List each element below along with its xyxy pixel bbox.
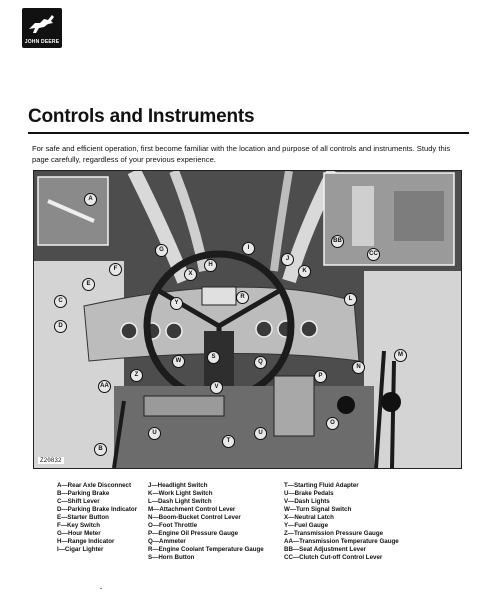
callout-d: D [54, 320, 67, 333]
legend-item: V—Dash Lights [284, 498, 330, 505]
legend-item: H—Range Indicator [57, 538, 115, 545]
callout-n: N [352, 361, 365, 374]
callout-f: F [109, 263, 122, 276]
callout-r: R [236, 291, 249, 304]
legend-item: N—Boom-Bucket Control Lever [148, 514, 241, 521]
callout-m: M [394, 349, 407, 362]
legend-item: R—Engine Coolant Temperature Gauge [148, 546, 264, 553]
page-mark [100, 588, 102, 589]
legend-column-1 [57, 482, 137, 554]
callout-g: G [155, 244, 168, 257]
legend-item: A—Rear Axle Disconnect [57, 482, 132, 489]
callout-w: W [172, 355, 185, 368]
callout-i: I [242, 242, 255, 255]
callout-k: K [298, 265, 311, 278]
callout-p: P [314, 370, 327, 383]
legend-item: I—Cigar Lighter [57, 546, 104, 553]
callout-v: V [210, 381, 223, 394]
logo-brand-text: JOHN DEERE [24, 39, 60, 45]
intro-paragraph: For safe and efficient operation, first become familiar with the location and purpose of all controls and instruments. Study this page carefully, regardless of your previous experience. [32, 144, 451, 164]
callout-o: O [326, 417, 339, 430]
legend-item: BB—Seat Adjustment Lever [284, 546, 366, 553]
photo-illustration [34, 171, 461, 468]
page-title: Controls and Instruments [28, 106, 255, 127]
legend-item: C—Shift Lever [57, 498, 100, 505]
legend-item: D—Parking Brake Indicator [57, 506, 138, 513]
legend-item: B—Parking Brake [57, 490, 110, 497]
callout-q: Q [254, 356, 267, 369]
legend-item: P—Engine Oil Pressure Gauge [148, 530, 239, 537]
legend-item: T—Starting Fluid Adapter [284, 482, 359, 489]
john-deere-logo [22, 8, 62, 48]
legend-item: Z—Transmission Pressure Gauge [284, 530, 384, 537]
legend-item: AA—Transmission Temperature Gauge [284, 538, 399, 545]
leaping-deer-icon [26, 11, 58, 37]
legend-item: F—Key Switch [57, 522, 100, 529]
photo-code: Z20832 [40, 457, 62, 464]
legend-item: M—Attachment Control Lever [148, 506, 236, 513]
callout-y: Y [170, 297, 183, 310]
controls-photo [33, 170, 462, 469]
title-rule [28, 132, 469, 134]
callout-cc: CC [367, 248, 380, 261]
legend-item: X—Neutral Latch [284, 514, 334, 521]
legend-item: Y—Fuel Gauge [284, 522, 329, 529]
callout-aa: AA [98, 380, 111, 393]
callout-bb: BB [331, 235, 344, 248]
callout-u-2: U [254, 427, 267, 440]
callout-t: T [222, 435, 235, 448]
legend-item: W—Turn Signal Switch [284, 506, 352, 513]
callout-b: B [94, 443, 107, 456]
legend-item: L—Dash Light Switch [148, 498, 212, 505]
legend-column-2 [148, 482, 264, 562]
callout-l: L [344, 293, 357, 306]
legend-item: J—Headlight Switch [148, 482, 208, 489]
legend-item: G—Hour Meter [57, 530, 101, 537]
legend-item: U—Brake Pedals [284, 490, 334, 497]
legend-item: CC—Clutch Cut-off Control Lever [284, 554, 383, 561]
legend-item: O—Foot Throttle [148, 522, 198, 529]
callout-h: H [204, 259, 217, 272]
legend-column-3 [284, 482, 399, 562]
callout-e: E [82, 278, 95, 291]
legend-item: Q—Ammeter [148, 538, 186, 545]
legend-item: E—Starter Button [57, 514, 109, 521]
callout-c: C [54, 295, 67, 308]
callout-a: A [84, 193, 97, 206]
callout-s: S [207, 351, 220, 364]
callout-u: U [148, 427, 161, 440]
callout-z: Z [130, 369, 143, 382]
legend-item: K—Work Light Switch [148, 490, 213, 497]
callout-j: J [281, 253, 294, 266]
callout-x: X [184, 268, 197, 281]
legend-item: S—Horn Button [148, 554, 195, 561]
